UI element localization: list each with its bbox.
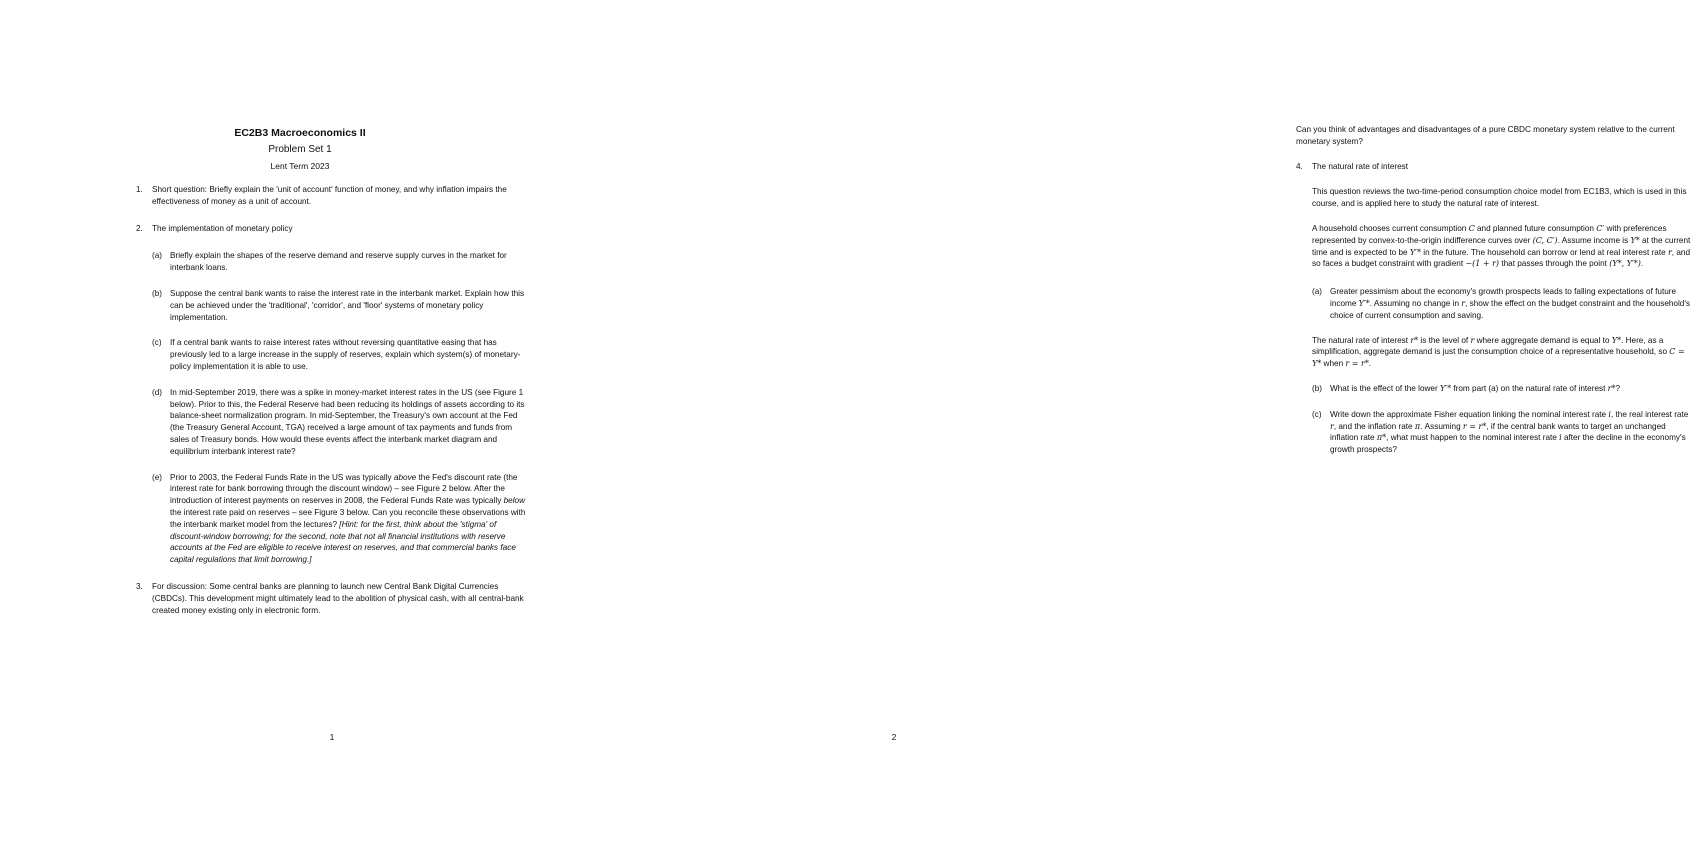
question-4c-text-5: , if the central bank wants to target an unchanged inflation rate [1330, 421, 1666, 443]
math-endowment-point: (Y*, Y′*) [1609, 259, 1641, 269]
question-2e-text-1: Prior to 2003, the Federal Funds Rate in the US was typically [170, 472, 394, 482]
question-3 [136, 581, 530, 616]
question-4c-text-4: . Assuming [1420, 421, 1463, 431]
question-4b [1312, 383, 1694, 395]
question-4-household-setup [1312, 223, 1694, 270]
natural-rate-text-1: The natural rate of interest [1312, 335, 1411, 345]
question-2d-label: (d) [152, 387, 163, 397]
document-term: Lent Term 2023 [270, 161, 330, 171]
question-2c-label: (c) [152, 338, 162, 348]
math-r-equals-r-star: r = r* [1462, 421, 1487, 431]
household-text-1: A household chooses current consumption [1312, 223, 1469, 233]
household-text-8: that passes through the point [1499, 259, 1610, 269]
page-1-content [136, 184, 530, 631]
question-4-natural-rate-definition [1312, 335, 1694, 370]
question-4a-text-1: Greater pessimism about the economy's growth prospects leads to falling expectations of future income [1330, 287, 1677, 308]
question-2c-text: If a central bank wants to raise interest rates without reversing quantitative easing that has previously led to a large increase in the supply of reserves, explain which system(s) of monetary-policy implementation it is able to use. [170, 338, 521, 371]
math-pi-star: π* [1376, 433, 1387, 443]
question-2a [152, 250, 530, 274]
question-2a-label: (a) [152, 251, 163, 261]
question-2d [152, 387, 530, 458]
question-1-text: Short question: Briefly explain the 'unit of account' function of money, and why inflation impairs the effectiveness of money as a unit of account. [152, 185, 507, 206]
question-2e-emphasis-below: below [503, 496, 525, 506]
question-2e-text-3: the interest rate paid on reserves – see Figure 3 below. Can you reconcile these observations with the interbank market model from the lectures? [170, 507, 526, 529]
household-text-7: , and so faces a budget constraint with gradient [1312, 247, 1690, 269]
math-i: i [1559, 433, 1562, 443]
question-1-number: 1. [136, 185, 143, 194]
math-Y-prime-star: Y′* [1409, 247, 1421, 257]
question-4c-text-7: after the decline in the economy's growth prospects? [1330, 433, 1686, 455]
question-2d-text: In mid-September 2019, there was a spike in money-market interest rates in the US (see Figure 1 below). Prior to this, the Federal Reserve had been reducing its holdings of assets according to its balance-sheet normalization program. In mid-September, the Treasury's own account at the Fed (the Treasury General Account, TGA) received a large amount of tax payments and funds from sales of Treasury bonds. How would these events affect the interbank market diagram and equilibrium interbank interest rate? [170, 387, 525, 456]
question-4c-text-3: , and the inflation rate [1333, 421, 1415, 431]
math-C: C [1468, 223, 1475, 233]
question-2-number: 2. [136, 223, 143, 233]
math-Y-star: Y* [1611, 335, 1622, 345]
question-2e [152, 472, 530, 566]
household-text-3: with preferences represented by convex-to-the-origin indifference curves over [1312, 223, 1667, 245]
question-4c-text-6: , what must happen to the nominal interest rate [1386, 433, 1560, 443]
math-r-equals-r-star: r = r* [1345, 359, 1369, 369]
question-4c-label: (c) [1312, 409, 1322, 419]
math-C-pair: (C, C′) [1532, 235, 1558, 245]
question-2e-hint: [Hint: for the first, think about the 'stigma' of discount-window borrowing; for the second, note that not all financial institutions with reserve accounts at the Fed are eligible to receive interest on reserves, and that commercial banks face capital regulations that limit borrowing.] [170, 519, 516, 565]
question-2c [152, 337, 530, 372]
question-2b [152, 288, 530, 323]
household-text-9: . [1640, 259, 1644, 269]
math-C-equals-Y-star: C = Y* [1312, 347, 1685, 369]
page-2-content [1296, 124, 1694, 471]
page-1 [0, 0, 600, 849]
question-4c [1312, 409, 1694, 456]
household-text-6: in the future. The household can borrow or lend at real interest rate [1420, 247, 1668, 257]
natural-rate-text-2: is the level of [1418, 335, 1471, 345]
math-r: r [1667, 247, 1672, 257]
math-r: r [1470, 335, 1475, 345]
question-1 [136, 184, 530, 208]
document-title: EC2B3 Macroeconomics II [234, 127, 366, 139]
math-r: r [1461, 298, 1466, 308]
natural-rate-text-3: where aggregate demand is equal to [1474, 335, 1612, 345]
question-4b-text-1: What is the effect of the lower [1330, 383, 1440, 393]
question-3-continued: Can you think of advantages and disadvantages of a pure CBDC monetary system relative to the current monetary system? [1296, 125, 1675, 146]
page-2 [600, 0, 1691, 849]
question-4c-text-2: , the real interest rate [1610, 409, 1689, 419]
question-4a-label: (a) [1312, 287, 1323, 297]
document-subtitle: Problem Set 1 [268, 144, 332, 155]
question-2e-label: (e) [152, 472, 163, 482]
question-4b-text-3: ? [1615, 383, 1621, 393]
math-pi: π [1414, 421, 1421, 431]
math-Y-star: Y* [1630, 235, 1640, 245]
title-block [0, 126, 600, 172]
question-2b-text: Suppose the central bank wants to raise the interest rate in the interbank market. Explain how this can be achieved under the 'traditional', 'corridor', and 'floor' systems of monetary policy implementation. [170, 288, 525, 322]
math-gradient: −(1 + r) [1465, 259, 1500, 269]
question-4c-text-1: Write down the approximate Fisher equation linking the nominal interest rate [1330, 409, 1609, 419]
question-2e-emphasis-above: above [393, 472, 417, 482]
natural-rate-text-6: . [1368, 359, 1372, 369]
math-r-star: r* [1410, 335, 1419, 345]
question-4-number: 4. [1296, 161, 1303, 171]
question-2a-text: Briefly explain the shapes of the reserve demand and reserve supply curves in the market for interbank loans. [170, 251, 507, 273]
question-3-text: For discussion: Some central banks are planning to launch new Central Bank Digital Currencies (CBDCs). This development might ultimately lead to the abolition of physical cash, with all central-bank created money existing only in electronic form. [152, 581, 524, 615]
question-4a-text-3: , show the effect on the budget constraint and the household's choice of current consumption and saving. [1330, 298, 1691, 320]
natural-rate-text-5: when [1321, 359, 1346, 369]
math-r-star: r* [1607, 383, 1616, 393]
question-4 [1296, 161, 1694, 456]
household-text-2: and planned future consumption [1474, 223, 1597, 233]
household-text-5: at the current time and is expected to be [1312, 235, 1691, 257]
math-i: i [1608, 409, 1611, 419]
question-4-intro: This question reviews the two-time-period consumption choice model from EC1B3, which is used in this course, and is applied here to study the natural rate of interest. [1312, 187, 1687, 209]
question-4b-label: (b) [1312, 383, 1323, 393]
household-text-4: . Assume income is [1557, 235, 1631, 245]
math-C-prime: C′ [1596, 223, 1605, 233]
page-number-1: 1 [329, 732, 335, 742]
question-4a-text-2: . Assuming no change in [1369, 298, 1462, 308]
natural-rate-text-4: . Here, as a simplification, aggregate demand is just the consumption choice of a representative household, so [1312, 335, 1670, 357]
question-4-title: The natural rate of interest [1312, 161, 1409, 171]
question-2b-label: (b) [152, 288, 163, 298]
question-2e-text-2: the Fed's discount rate (the interest rate for bank borrowing through the discount window) – see Figure 2 below. After the introduction of interest payments on reserves in 2008, the Federal Funds Rate was typically [170, 472, 518, 506]
page-number-2: 2 [891, 732, 897, 742]
math-Y-prime-star: Y′* [1439, 383, 1452, 393]
question-4a [1312, 286, 1694, 321]
question-3-number: 3. [136, 581, 143, 591]
question-4b-text-2: from part (a) on the natural rate of interest [1451, 383, 1608, 393]
question-2-title: The implementation of monetary policy [152, 223, 293, 233]
math-Y-prime-star: Y′* [1358, 298, 1370, 308]
question-2 [136, 223, 530, 566]
math-r: r [1330, 421, 1334, 431]
